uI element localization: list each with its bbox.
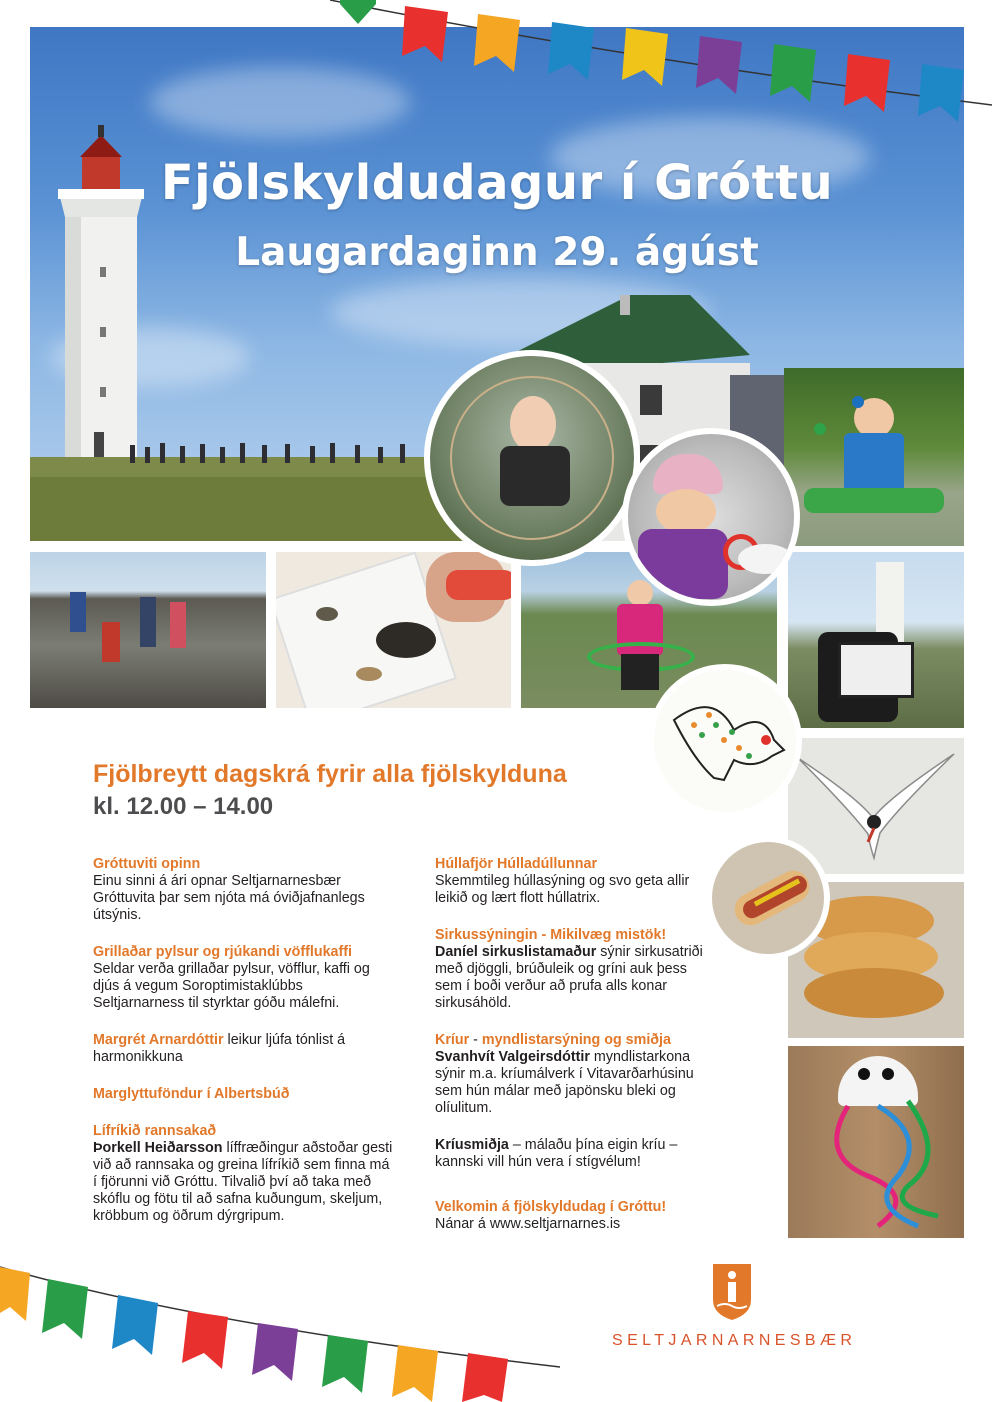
item-title: Grillaðar pylsur og rjúkandi vöfflukaffi [93,944,352,960]
performer-name: Margrét Arnardóttir [93,1032,224,1048]
program-time: kl. 12.00 – 14.00 [93,793,274,820]
crab-tray-photo [276,552,511,708]
hotdog-photo [706,836,830,960]
event-date: Laugardaginn 29. ágúst [235,230,759,275]
item-lifriki [93,1123,393,1225]
program-headline: Fjölbreytt dagskrá fyrir alla fjölskylduna [93,760,567,788]
item-welcome [435,1199,711,1233]
item-title-part: Kríur [435,1032,470,1048]
jellyfish-craft-photo [788,1046,964,1238]
item-margret [93,1032,393,1066]
welcome-text: Velkomin á fjölskyldudag í Gróttu! [435,1199,667,1215]
item-text: myndlistarkona sýnir m.a. kríumálverk í Vitavarðarhúsinu sem hún málar með japönsku bleki og olíulitum. [435,1049,694,1116]
bird-icon [654,670,796,812]
item-grottuviti [93,856,393,924]
item-text: leikur ljúfa tónlist á harmonikkuna [93,1032,346,1065]
item-text: sýnir sirkusatriði með djöggli, brúðuleik og gríni auk þess sem í boði verður að prufa alls konar sirkusáhöld. [435,944,703,1011]
accordion-photo [788,552,964,728]
item-title-sep: - [469,1032,482,1048]
item-kriur [435,1032,711,1117]
juggler-photo [784,368,964,546]
girl-sphere-photo [424,350,640,566]
bunting-bottom-icon [0,1255,560,1402]
performer-name: Þorkell Heiðarsson [93,1140,223,1156]
seltjarnarnes-crest-icon [713,1264,751,1320]
program-left-column [93,856,393,1245]
item-title: Gróttuviti opinn [93,856,201,872]
item-marglytta [93,1086,393,1103]
bird-drawing-photo [648,664,802,818]
beach-photo [30,552,266,708]
child-magnifier-photo [622,428,800,606]
item-title: Lífríkið rannsakað [93,1123,217,1139]
tern-icon [788,738,964,874]
performer-name: Svanhvít Valgeirsdóttir [435,1049,590,1065]
item-text: Skemmtileg húllasýning og svo geta allir leikið og lært flott húllatrix. [435,873,690,906]
item-text: líffræðingur aðstoðar gesti við að rannsaka og greina lífríkið sem finna má í fjörunni við Gróttu. Tilvalið því að taka með skóflu og fötu til að safna kuðungum, skeljum, kröbbum og öðrum dýrgripum. [93,1140,393,1224]
item-name: Kríusmiðja [435,1137,509,1153]
item-hulla [435,856,711,907]
item-text: Einu sinni á ári opnar Seltjarnarnesbær Gróttuvita þar sem njóta má óviðjafnanlegs útsýnis. [93,873,365,923]
tern-painting-photo [788,738,964,874]
event-title: Fjölskyldudagur í Gróttu [160,155,834,211]
item-title: Húllafjör Húlladúllunnar [435,856,598,872]
bunting-top-icon [330,0,992,150]
item-sirkus [435,927,711,1012]
item-title-part: myndlistarsýning og smiðja [481,1032,671,1048]
item-grill [93,944,393,1012]
performer-name: Daníel sirkuslistamaður [435,944,597,960]
municipality-logo-text: SELTJARNARNESBÆR [612,1332,857,1349]
program-right-column [435,856,711,1253]
item-kriusmidja [435,1137,711,1171]
item-title [435,1032,711,1049]
ribbon-icon [808,1096,958,1236]
item-title: Sirkussýningin - Mikilvæg mistök! [435,927,667,943]
item-title: Marglyttuföndur í Albertsbúð [93,1086,290,1102]
website-link[interactable]: Nánar á www.seltjarnarnes.is [435,1216,621,1232]
item-text: – málaðu þína eigin kríu – kannski vill hún vera í stígvélum! [435,1137,678,1170]
item-text: Seldar verða grillaðar pylsur, vöfflur, kaffi og djús á vegum Soroptimistaklúbbs Seltjarnarness til styrktar góðu málefni. [93,961,370,1011]
